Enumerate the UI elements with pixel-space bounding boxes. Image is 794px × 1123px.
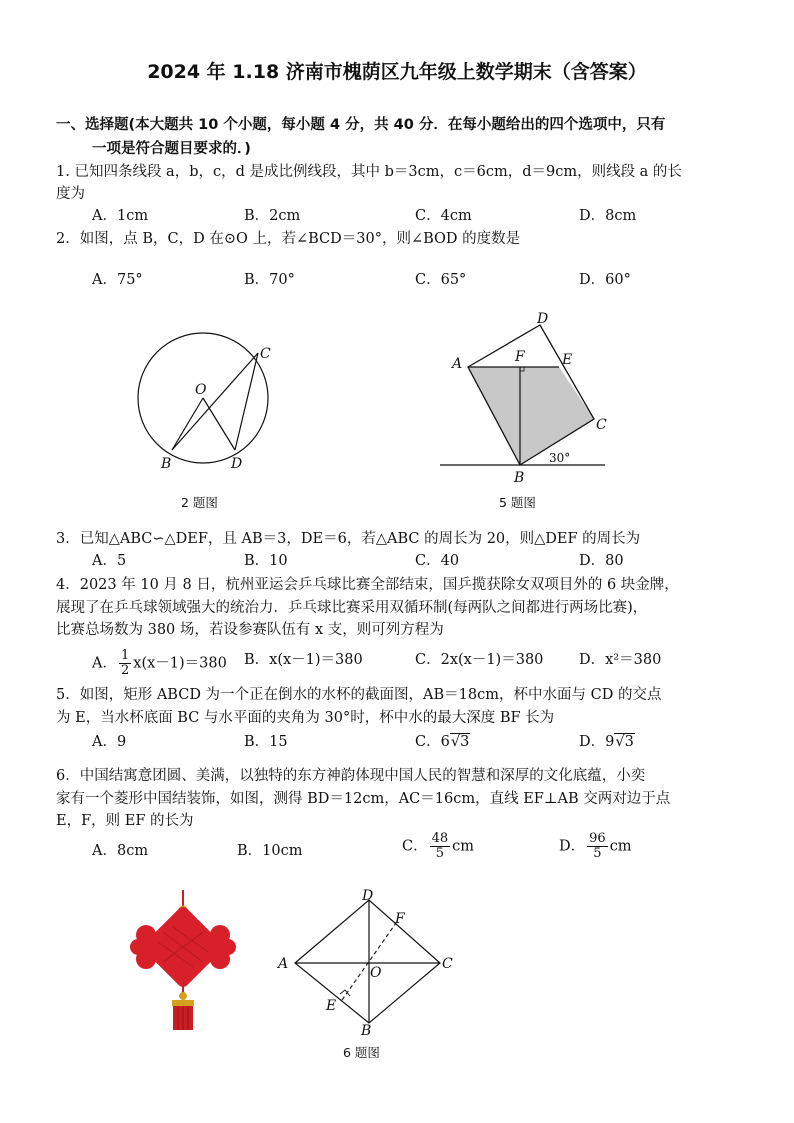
fig5-label-d: D <box>537 311 549 327</box>
q4-line1: 4．2023 年 10 月 8 日，杭州亚运会乒乓球比赛全部结束，国乒揽获除女双项目外的 6 块金牌， <box>56 577 679 593</box>
figure-6-caption: 6 题图 <box>343 1045 380 1060</box>
figure-6-rhombus <box>272 888 462 1038</box>
fig6-label-o: O <box>370 965 382 981</box>
q6-line2: 家有一个菱形中国结装饰，如图，测得 BD＝12cm，AC＝16cm，直线 EF⊥AB 交两对边于点 <box>56 791 671 807</box>
q5-option-c-sqrt: √3 <box>450 734 470 750</box>
section-header-line2: 一项是符合题目要求的．) <box>92 141 251 157</box>
figure-2-circle <box>125 320 285 480</box>
page-title: 2024 年 1.18 济南市槐荫区九年级上数学期末（含答案） <box>147 61 647 83</box>
q2-option-c: C．65° <box>415 272 467 288</box>
q6-option-d-unit: cm <box>609 838 632 855</box>
q4-line3: 比赛总场数为 380 场，若设参赛队伍有 x 支，则可列方程为 <box>56 622 444 638</box>
figure-5-caption: 5 题图 <box>499 495 536 510</box>
q5-line2: 为 E，当水杯底面 BC 与水平面的夹角为 30°时，杯中水的最大深度 BF 长为 <box>56 710 555 726</box>
q6d-frac-den: 5 <box>593 846 602 861</box>
q6-option-c-fraction <box>430 832 451 861</box>
q1-option-a: A．1cm <box>92 208 149 224</box>
q5-line1: 5．如图，矩形 ABCD 为一个正在倒水的水杯的截面图，AB＝18cm，杯中水面与 CD 的交点 <box>56 687 662 703</box>
q1-line2: 度为 <box>56 186 85 202</box>
q3-line1: 3．已知△ABC∽△DEF，且 AB＝3，DE＝6，若△ABC 的周长为 20，则△DEF 的周长为 <box>56 531 641 547</box>
fig2-label-c: C <box>260 346 271 362</box>
q6-option-b: B．10cm <box>237 843 303 859</box>
q1-option-d: D．8cm <box>579 208 637 224</box>
q2-line1: 2．如图，点 B，C，D 在⊙O 上，若∠BCD＝30°，则∠BOD 的度数是 <box>56 231 521 247</box>
fig2-label-d: D <box>231 456 243 472</box>
q4-line2: 展现了在乒乓球领域强大的统治力．乒乓球比赛采用双循环制(每两队之间都进行两场比赛)， <box>56 600 648 616</box>
q3-option-d: D．80 <box>579 553 624 569</box>
fig6-label-c: C <box>442 956 453 972</box>
chinese-knot-image <box>128 890 238 1035</box>
q4-option-c: C．2x(x－1)＝380 <box>415 652 544 668</box>
fig6-label-b: B <box>361 1023 372 1038</box>
q3-option-b: B．10 <box>244 553 288 569</box>
fig6-label-d: D <box>362 888 374 904</box>
fig5-label-c: C <box>596 417 607 433</box>
figure-5-cup <box>440 308 620 488</box>
fig5-angle-label: 30° <box>549 451 571 465</box>
q6-option-c-label: C． <box>402 838 428 855</box>
q4-option-a <box>92 649 227 678</box>
q6-option-c <box>402 832 474 861</box>
q6-option-a: A．8cm <box>92 843 149 859</box>
fig5-label-f: F <box>515 349 525 365</box>
q6-option-d-fraction <box>587 832 608 861</box>
q5-option-c-label: C．6 <box>415 734 450 750</box>
q4-frac-den: 2 <box>120 663 130 678</box>
q6-option-d-label: D． <box>559 838 586 855</box>
q5-option-d <box>579 731 635 753</box>
q6c-frac-num: 48 <box>431 831 449 846</box>
fig6-label-e: E <box>326 998 337 1014</box>
q5-option-c <box>415 731 470 753</box>
q6c-frac-den: 5 <box>435 846 445 861</box>
q1-option-b: B．2cm <box>244 208 301 224</box>
q5-option-a: A．9 <box>92 734 127 750</box>
q1-option-c: C．4cm <box>415 208 472 224</box>
fig5-label-e: E <box>562 352 573 368</box>
q4-option-a-label: A． <box>92 655 117 672</box>
q6-option-c-unit: cm <box>452 838 475 855</box>
q4-option-a-expr: x(x－1)＝380 <box>133 655 227 672</box>
fig6-label-f: F <box>395 911 405 927</box>
q4-option-d: D．x²＝380 <box>579 652 662 668</box>
q4-option-b: B．x(x－1)＝380 <box>244 652 363 668</box>
figure-2-caption: 2 题图 <box>181 495 218 510</box>
fig2-label-o: O <box>195 382 207 398</box>
q3-option-a: A．5 <box>92 553 127 569</box>
q6-line1: 6．中国结寓意团圆、美满，以独特的东方神韵体现中国人民的智慧和深厚的文化底蕴，小奕 <box>56 768 646 784</box>
q6d-frac-num: 96 <box>589 831 606 846</box>
q5-option-d-sqrt: √3 <box>615 734 634 750</box>
q1-line1: 1. 已知四条线段 a，b，c，d 是成比例线段，其中 b＝3cm，c＝6cm，d＝9cm，则线段 a 的长 <box>56 164 682 180</box>
q5-option-d-label: D．9 <box>579 734 615 750</box>
q2-option-a: A．75° <box>92 272 143 288</box>
section-header <box>56 113 756 161</box>
section-header-line1: 一、选择题(本大题共 10 个小题，每小题 4 分，共 40 分．在每小题给出的四个选项中，只有 <box>56 117 666 133</box>
q3-option-c: C．40 <box>415 553 460 569</box>
q4-option-a-fraction <box>119 649 131 678</box>
q6-option-d <box>559 832 632 861</box>
fig2-label-b: B <box>161 456 172 472</box>
q5-option-b: B．15 <box>244 734 288 750</box>
fig5-label-a: A <box>452 356 463 372</box>
fig6-label-a: A <box>278 956 289 972</box>
q2-option-d: D．60° <box>579 272 631 288</box>
fig5-label-b: B <box>514 470 525 486</box>
q4-frac-num: 1 <box>120 648 130 663</box>
q6-line3: E，F，则 EF 的长为 <box>56 813 194 829</box>
q2-option-b: B．70° <box>244 272 295 288</box>
